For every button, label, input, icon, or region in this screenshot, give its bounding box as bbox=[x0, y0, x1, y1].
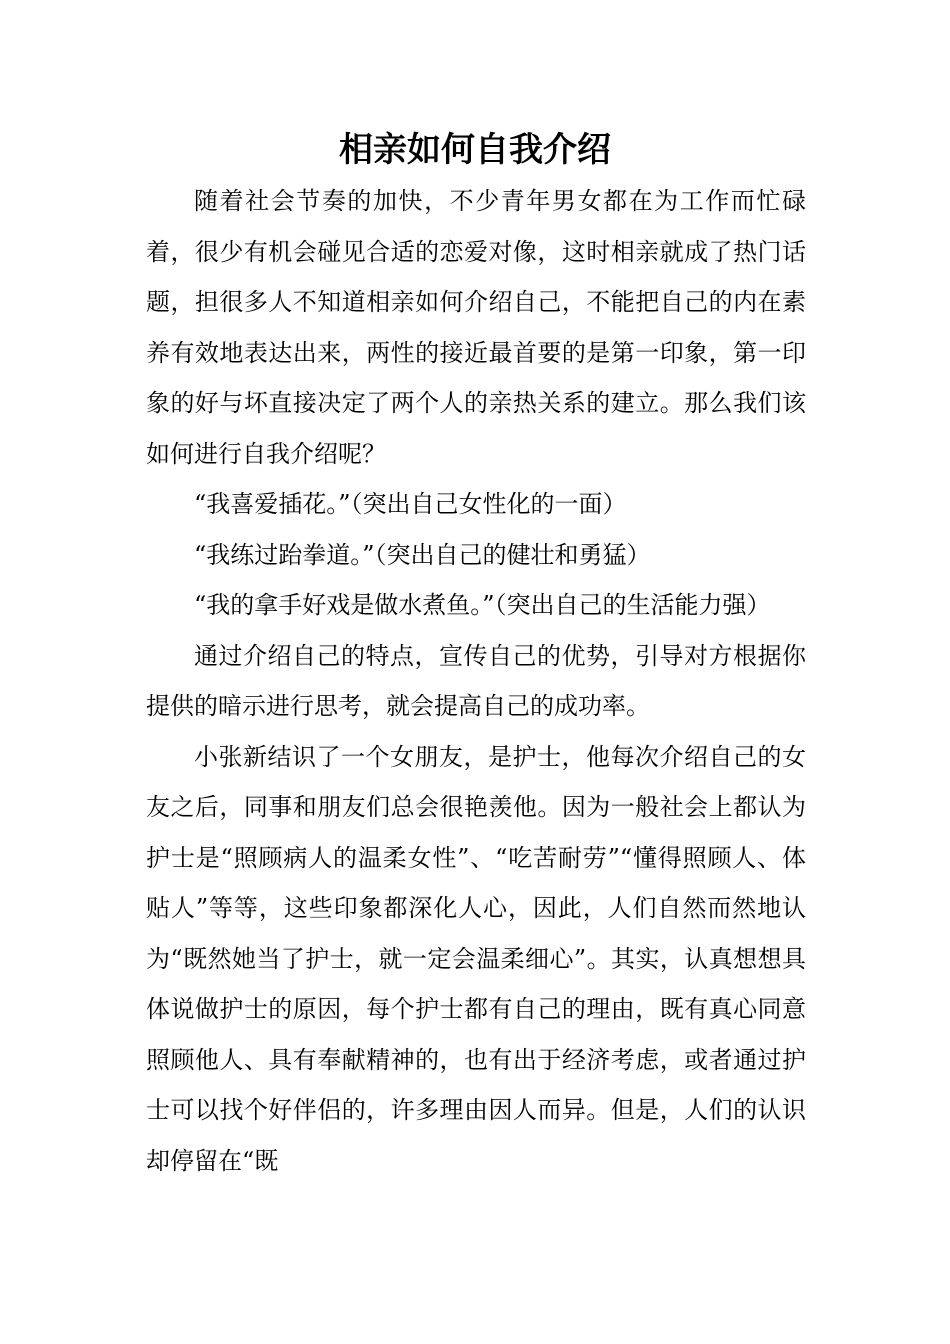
paragraph-example-cooking: “我的拿手好戏是做水煮鱼。”（突出自己的生活能力强） bbox=[194, 591, 771, 619]
document-body bbox=[146, 176, 806, 1186]
paragraph-advice: 通过介绍自己的特点，宣传自己的优势，引导对方根据你提供的暗示进行思考，就会提高自己的成功率。 bbox=[146, 641, 806, 720]
document-title: 相亲如何自我介绍 bbox=[339, 130, 611, 170]
paragraph-nurse-story: 小张新结识了一个女朋友，是护士，他每次介绍自己的女友之后，同事和朋友们总会很艳羡他。因为一般社会上都认为护士是“照顾病人的温柔女性”、“吃苦耐劳”“懂得照顾人、体贴人”等等，这些印象都深化人心，因此，人们自然而然地认为“既然她当了护士，就一定会温柔细心”。其实，认真想想具体说做护士的原因，每个护士都有自己的理由，既有真心同意照顾他人、具有奉献精神的，也有出于经济考虑，或者通过护士可以找个好伴侣的，许多理由因人而异。但是，人们的认识却停留在“既 bbox=[146, 742, 806, 1175]
paragraph-intro: 随着社会节奏的加快，不少青年男女都在为工作而忙碌着，很少有机会碰见合适的恋爱对像，这时相亲就成了热门话题，担很多人不知道相亲如何介绍自己，不能把自己的内在素养有效地表达出来，两性的接近最首要的是第一印象，第一印象的好与坏直接决定了两个人的亲热关系的建立。那么我们该如何进行自我介绍呢？ bbox=[146, 187, 806, 468]
paragraph-example-flowers: “我喜爱插花。”（突出自己女性化的一面） bbox=[194, 490, 627, 518]
paragraph-example-taekwondo: “我练过跆拳道。”（突出自己的健壮和勇猛） bbox=[194, 540, 651, 569]
